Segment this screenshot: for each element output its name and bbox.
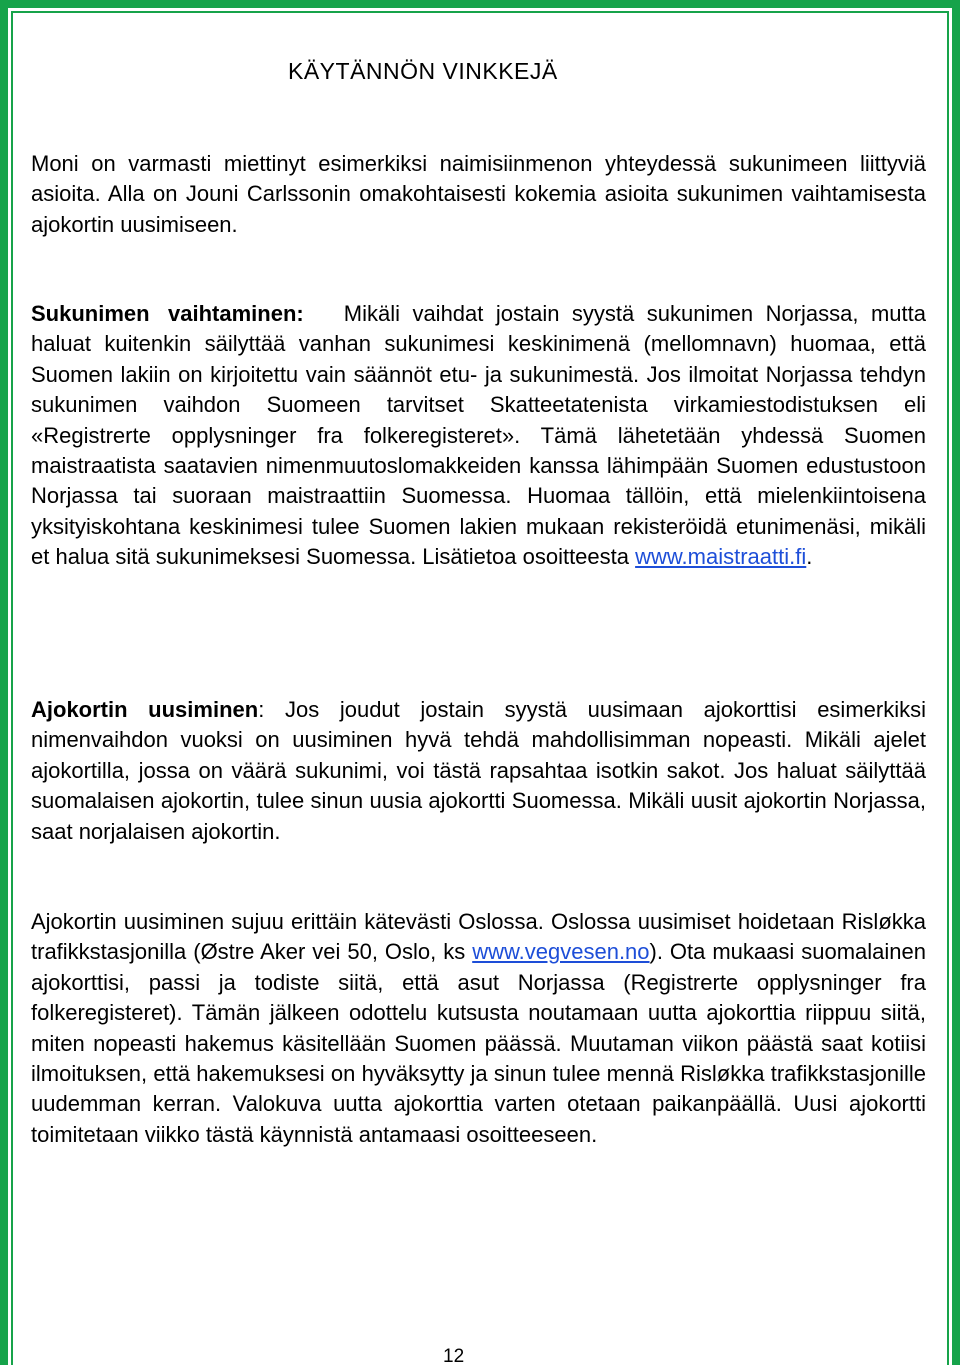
intro-paragraph: Moni on varmasti miettinyt esimerkiksi naimisiinmenon yhteydessä sukunimeen liittyviä asioita. Alla on Jouni Carlssonin omakohtaisesti kokemia asioita sukunimen vaihtamisesta ajokortin uusimiseen.: [31, 151, 926, 237]
oslo-renewal-rest: ). Ota mukaasi suomalainen ajokorttisi, passi ja todiste siitä, että asut Norjassa (Registrerte opplysninger fra folkeregisteret). Tämän jälkeen odottelu kutsusta noutamaan uutta ajokorttia riippuu siitä, miten nopeasti hakemus käsitellään Suomen päässä. Muutaman viikon päästä saat kotiisi ilmoituksen, että hakemuksesi on hyväksytty ja sinun tulee mennä Risløkka trafikkstasjonille uudemman kerran. Valokuva uutta ajokorttia varten otetaan paikanpäällä. Uusi ajokortti toimitetaan viikko tästä käynnistä antamaasi osoitteeseen.: [31, 939, 926, 1147]
page-number: 12: [443, 1346, 465, 1367]
surname-change-heading: Sukunimen vaihtaminen:: [31, 301, 304, 326]
license-renewal-body: Jos joudut jostain syystä uusimaan ajokorttisi esimerkiksi nimenvaihdon vuoksi on uusiminen hyvä tehdä mahdollisimman nopeasti. Mikäli ajelet ajokortilla, jossa on väärä sukunimi, voi tästä rapsahtaa isotkin sakot. Jos haluat säilyttää suomalaisen ajokortin, tulee sinun uusia ajokortti Suomessa. Mikäli uusit ajokortin Norjassa, saat norjalaisen ajokortin.: [31, 697, 926, 844]
surname-change-end: .: [806, 544, 813, 570]
license-renewal-paragraph: [31, 695, 926, 847]
license-renewal-heading: Ajokortin uusiminen: [31, 697, 259, 722]
surname-change-body: Mikäli vaihdat jostain syystä sukunimen Norjassa, mutta haluat kuitenkin säilyttää vanhan sukunimesi keskinimenä (mellomnavn) huomaa, että Suomen lakiin on kirjoitettu vain säännöt etu- ja sukunimestä. Jos ilmoitat Norjassa tehdyn sukunimen vaihdon Suomeen tarvitset Skatteetatenista virkamiestodistuksen eli «Registrerte opplysninger fra folkeregisteret». Tämä lähetetään yhdessä Suomen maistraatista saatavien nimenmuutoslomakkeiden kanssa lähimpään Suomen edustustoon Norjassa tai suoraan maistraattiin Suomessa. Huomaa tällöin, että mielenkiintoisena yksityiskohtana keskinimesi tulee Suomen lakien mukaan rekisteröidä etunimenäsi, mikäli et halua sitä sukunimeksesi Suomessa. Lisätietoa osoitteesta: [31, 301, 926, 570]
license-renewal-colon: :: [258, 697, 265, 722]
oslo-renewal-paragraph: [31, 907, 926, 1150]
oslo-renewal-start: Ajokortin uusiminen sujuu erittäin kätevästi Oslossa. Oslossa uusimiset hoidetaan Risløkka trafikkstasjonilla (Østre Aker vei 50, Oslo, ks: [31, 909, 926, 965]
vegvesen-link[interactable]: www.vegvesen.no: [472, 939, 650, 965]
maistraatti-link[interactable]: www.maistraatti.fi: [635, 544, 807, 570]
surname-change-paragraph: [31, 299, 926, 573]
page-title: KÄYTÄNNÖN VINKKEJÄ: [288, 58, 558, 84]
